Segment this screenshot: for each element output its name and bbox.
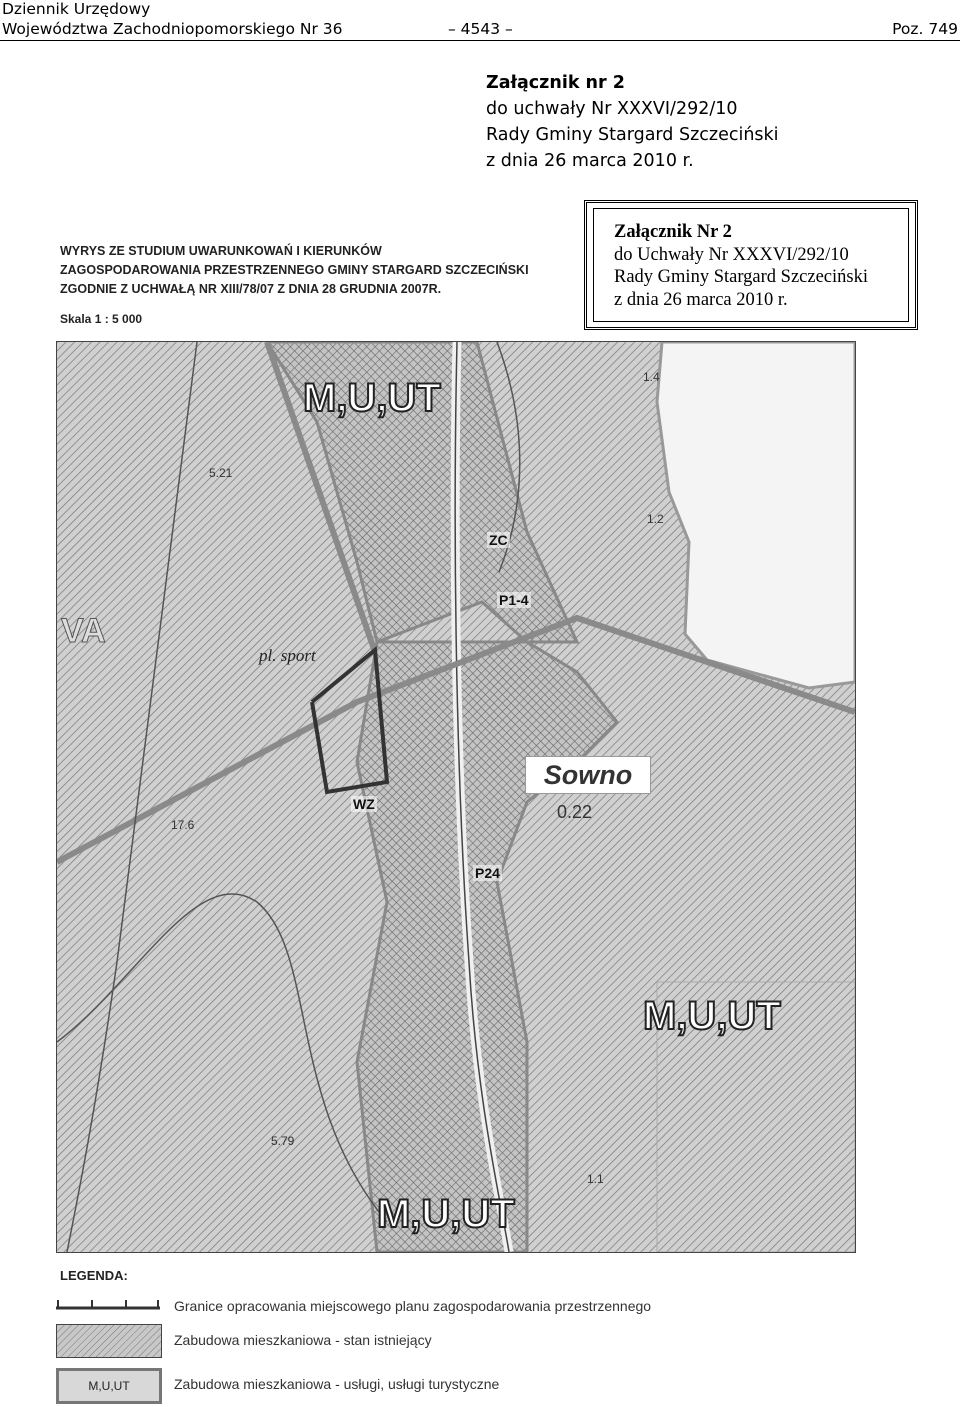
plot-number-3: 0.22 <box>557 802 593 822</box>
legend-item-existing: Zabudowa mieszkaniowa - stan istniejący <box>174 1332 432 1348</box>
water-label: WZ <box>353 796 375 812</box>
monument-label-p14: P1-4 <box>499 592 529 608</box>
boundary-line-swatch <box>56 1296 160 1312</box>
stamp-title: Załącznik Nr 2 <box>614 222 732 242</box>
zone-label-top: M,U,UT <box>303 376 441 420</box>
legend-item-zone: Zabudowa mieszkaniowa - usługi, usługi turystyczne <box>174 1376 500 1392</box>
journal-name: Dziennik Urzędowy <box>2 0 151 18</box>
page-number: – 4543 – <box>448 20 513 38</box>
village-label: Sowno <box>525 756 651 794</box>
sport-field-label: pl. sport <box>259 646 316 665</box>
zone-swatch: M,U,UT <box>56 1368 162 1404</box>
excerpt-title <box>60 242 529 299</box>
legend-title: LEGENDA: <box>60 1268 128 1283</box>
planning-map <box>56 341 856 1253</box>
journal-issue: Województwa Zachodniopomorskiego Nr 36 <box>2 20 343 38</box>
zone-label-bottom: M,U,UT <box>377 1192 515 1236</box>
plot-number-2: 1.2 <box>647 512 664 526</box>
plot-number-7: 1.1 <box>587 1172 604 1186</box>
monument-label-p24: P24 <box>475 865 500 881</box>
excerpt-title-line2: ZAGOSPODAROWANIA PRZESTRZENNEGO GMINY STARGARD SZCZECIŃSKI <box>60 263 529 277</box>
legend-item-boundary: Granice opracowania miejscowego planu zagospodarowania przestrzennego <box>174 1298 652 1314</box>
attachment-stamp-box <box>584 200 918 330</box>
plot-number-6: 5.79 <box>271 1134 295 1148</box>
attachment-heading <box>486 70 779 174</box>
attachment-date: z dnia 26 marca 2010 r. <box>486 151 694 171</box>
map-scale: Skala 1 : 5 000 <box>60 312 143 326</box>
excerpt-title-line1: WYRYS ZE STUDIUM UWARUNKOWAŃ I KIERUNKÓW <box>60 244 382 258</box>
attachment-resolution: do uchwały Nr XXXVI/292/10 <box>486 99 738 119</box>
zone-label-right: M,U,UT <box>643 994 781 1038</box>
excerpt-title-line3: ZGODNIE Z UCHWAŁĄ NR XIII/78/07 Z DNIA 28 GRUDNIA 2007R. <box>60 282 442 296</box>
position-number: Poz. 749 <box>892 20 958 38</box>
existing-housing-swatch <box>56 1324 162 1358</box>
map-drawing <box>57 342 855 1252</box>
plot-number-1: 1.4 <box>643 370 660 384</box>
area-label-va: VA <box>61 612 106 650</box>
plot-number-4: 5.21 <box>209 466 233 480</box>
attachment-title: Załącznik nr 2 <box>486 73 625 93</box>
attachment-council: Rady Gminy Stargard Szczeciński <box>486 125 779 145</box>
page-header <box>0 0 960 41</box>
plot-number-5: 17.6 <box>171 818 195 832</box>
cemetery-label: ZC <box>489 532 508 548</box>
map-legend <box>54 1262 934 1407</box>
stamp-date: z dnia 26 marca 2010 r. <box>614 289 788 310</box>
stamp-council: Rady Gminy Stargard Szczeciński <box>614 267 868 287</box>
stamp-resolution: do Uchwały Nr XXXVI/292/10 <box>614 244 849 265</box>
